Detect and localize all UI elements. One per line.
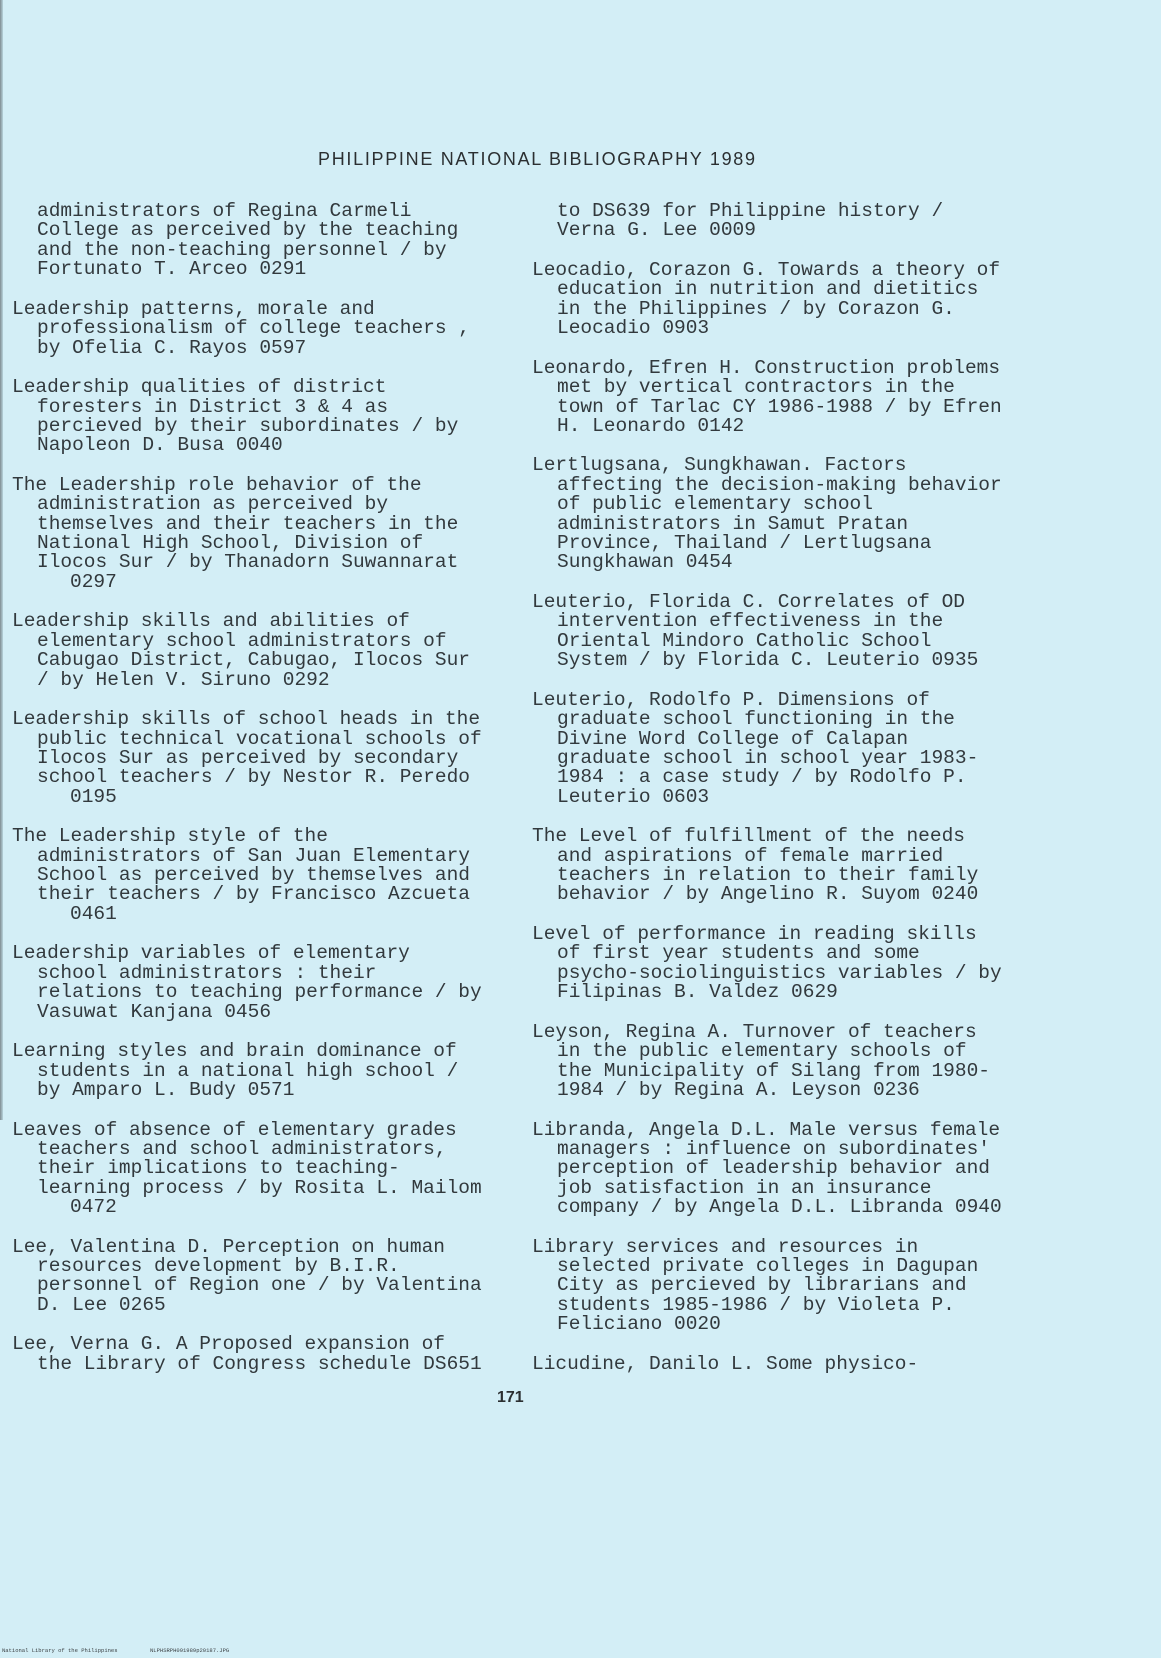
entry-line: students 1985-1986 / by Violeta P. bbox=[557, 1293, 955, 1316]
entry-line: School as perceived by themselves and bbox=[37, 864, 470, 887]
entry-line: Ilocos Sur / by Thanadorn Suwannarat bbox=[37, 551, 459, 574]
entry-line: their teachers / by Francisco Azcueta bbox=[37, 883, 470, 906]
bibliography-entry bbox=[12, 827, 512, 924]
bibliography-entry bbox=[12, 1235, 512, 1316]
entry-heading-line: Leadership skills and abilities of bbox=[12, 610, 410, 633]
bibliography-entry bbox=[12, 1118, 512, 1219]
entry-line: and the non-teaching personnel / by bbox=[37, 238, 447, 261]
entry-line: 0461 bbox=[70, 902, 117, 925]
entry-line: of first year students and some bbox=[557, 942, 920, 965]
bibliography-entry bbox=[12, 473, 512, 593]
entry-line: to DS639 for Philippine history / bbox=[557, 200, 944, 222]
entry-line: Ilocos Sur as perceived by secondary bbox=[37, 746, 459, 769]
entry-line: psycho-sociolinguistics variables / by bbox=[557, 961, 1002, 984]
scan-footer bbox=[0, 1647, 300, 1656]
entry-heading-line: Leaves of absence of elementary grades bbox=[12, 1118, 457, 1141]
entry-heading-line: The Leadership style of the bbox=[12, 825, 328, 848]
footer-filename: NLPHSRPH091989p20187.JPG bbox=[150, 1647, 230, 1654]
entry-line: administrators of Regina Carmeli bbox=[37, 200, 412, 222]
entry-line: Divine Word College of Calapan bbox=[557, 727, 909, 750]
entry-line: the Library of Congress schedule DS651 bbox=[37, 1352, 482, 1375]
entry-line: 1984 / by Regina A. Leyson 0236 bbox=[557, 1078, 920, 1101]
bibliography-entry bbox=[532, 258, 1032, 340]
entry-heading-line: Leadership qualities of district bbox=[12, 376, 387, 399]
bibliography-entry bbox=[532, 925, 1032, 1003]
bibliography-entry bbox=[12, 1335, 512, 1374]
entry-line: H. Leonardo 0142 bbox=[557, 414, 745, 437]
entry-line: the Municipality of Silang from 1980- bbox=[557, 1059, 990, 1082]
entry-line: job satisfaction in an insurance bbox=[557, 1176, 932, 1199]
bibliography-entry bbox=[12, 297, 512, 359]
bibliography-entry bbox=[532, 1235, 1032, 1336]
entry-line: professionalism of college teachers , bbox=[37, 317, 470, 340]
entry-line: in the public elementary schools of bbox=[557, 1040, 967, 1063]
page-number: 171 bbox=[497, 1389, 524, 1406]
entry-line: school administrators : their bbox=[37, 961, 377, 984]
bibliography-entry bbox=[532, 1020, 1032, 1101]
right-column bbox=[532, 202, 1032, 1394]
entry-line: percieved by their subordinates / by bbox=[37, 414, 459, 437]
entry-line: City as percieved by librarians and bbox=[557, 1274, 967, 1297]
entry-line: Sungkhawan 0454 bbox=[557, 551, 733, 574]
bibliography-entry bbox=[12, 612, 512, 690]
entry-heading-line: Leocadio, Corazon G. Towards a theory of bbox=[532, 258, 1001, 281]
bibliography-entry bbox=[532, 1118, 1032, 1219]
entry-line: teachers and school administrators, bbox=[37, 1137, 447, 1160]
entry-line: perception of leadership behavior and bbox=[557, 1157, 990, 1180]
entry-heading-line: Leonardo, Efren H. Construction problems bbox=[532, 356, 1001, 379]
entry-heading-line: Lee, Verna G. A Proposed expansion of bbox=[12, 1333, 445, 1356]
entry-line: managers : influence on subordinates' bbox=[557, 1137, 990, 1160]
entry-heading-line: The Level of fulfillment of the needs bbox=[532, 825, 965, 848]
entry-line: D. Lee 0265 bbox=[37, 1293, 166, 1316]
entry-line: students in a national high school / bbox=[37, 1059, 459, 1082]
entry-line: town of Tarlac CY 1986-1988 / by Efren bbox=[557, 395, 1002, 418]
entry-line: System / by Florida C. Leuterio 0935 bbox=[557, 649, 979, 672]
entry-line: in the Philippines / by Corazon G. bbox=[557, 297, 955, 320]
entry-heading-line: Libranda, Angela D.L. Male versus female bbox=[532, 1118, 1001, 1141]
entry-line: Feliciano 0020 bbox=[557, 1313, 721, 1336]
entry-heading-line: Leuterio, Florida C. Correlates of OD bbox=[532, 591, 965, 613]
bibliography-entry bbox=[12, 944, 512, 1022]
entry-line: selected private colleges in Dagupan bbox=[557, 1255, 979, 1278]
entry-line: Filipinas B. Valdez 0629 bbox=[557, 981, 838, 1004]
entry-line: Napoleon D. Busa 0040 bbox=[37, 434, 283, 457]
entry-line: College as perceived by the teaching bbox=[37, 219, 459, 242]
entry-line: elementary school administrators of bbox=[37, 629, 447, 652]
entry-line: learning process / by Rosita L. Mailom bbox=[37, 1176, 482, 1199]
entry-line: administration as perceived by bbox=[37, 493, 389, 516]
entry-line: by Ofelia C. Rayos 0597 bbox=[37, 336, 307, 359]
entry-heading-line: Licudine, Danilo L. Some physico- bbox=[532, 1352, 919, 1375]
continued-entry bbox=[532, 202, 1032, 241]
entry-line: administrators of San Juan Elementary bbox=[37, 844, 470, 867]
left-column bbox=[12, 202, 512, 1394]
bibliography-entry bbox=[12, 710, 512, 807]
entry-heading-line: Leuterio, Rodolfo P. Dimensions of bbox=[532, 688, 930, 711]
entry-line: behavior / by Angelino R. Suyom 0240 bbox=[557, 883, 979, 906]
running-header: PHILIPPINE NATIONAL BIBLIOGRAPHY 1989 bbox=[318, 149, 757, 169]
entry-line: by Amparo L. Budy 0571 bbox=[37, 1078, 295, 1101]
bibliography-entry bbox=[532, 688, 1032, 808]
entry-line: graduate school functioning in the bbox=[557, 708, 955, 731]
entry-line: National High School, Division of bbox=[37, 532, 424, 555]
entry-line: their implications to teaching- bbox=[37, 1157, 400, 1180]
entry-line: Leocadio 0903 bbox=[557, 317, 710, 340]
entry-line: Cabugao District, Cabugao, Ilocos Sur bbox=[37, 649, 470, 672]
bibliography-entry bbox=[12, 378, 512, 456]
entry-line: administrators in Samut Pratan bbox=[557, 512, 909, 535]
entry-heading-line: Learning styles and brain dominance of bbox=[12, 1040, 457, 1063]
entry-heading-line: Level of performance in reading skills bbox=[532, 923, 977, 946]
entry-line: public technical vocational schools of bbox=[37, 727, 482, 750]
entry-line: personnel of Region one / by Valentina bbox=[37, 1274, 482, 1297]
bibliography-entry bbox=[12, 1042, 512, 1100]
entry-line: school teachers / by Nestor R. Peredo bbox=[37, 766, 470, 789]
entry-line: teachers in relation to their family bbox=[557, 864, 979, 887]
bibliography-entry bbox=[532, 827, 1032, 905]
bibliography-entry bbox=[532, 356, 1032, 437]
bibliography-entry bbox=[532, 456, 1032, 572]
entry-heading-line: Lertlugsana, Sungkhawan. Factors bbox=[532, 454, 907, 477]
entry-line: Verna G. Lee 0009 bbox=[557, 219, 756, 242]
entry-line: 0297 bbox=[70, 570, 117, 593]
entry-line: resources development by B.I.R. bbox=[37, 1255, 400, 1278]
entry-line: 0195 bbox=[70, 785, 117, 808]
entry-heading-line: Lee, Valentina D. Perception on human bbox=[12, 1235, 445, 1258]
entry-line: themselves and their teachers in the bbox=[37, 512, 459, 535]
entry-line: met by vertical contractors in the bbox=[557, 376, 955, 399]
bibliography-entry bbox=[532, 1352, 1032, 1375]
entry-heading-line: Library services and resources in bbox=[532, 1235, 919, 1258]
entry-line: of public elementary school bbox=[557, 493, 873, 516]
continued-entry bbox=[12, 202, 512, 280]
entry-line: Vasuwat Kanjana 0456 bbox=[37, 1000, 272, 1023]
entry-heading-line: Leadership patterns, morale and bbox=[12, 297, 375, 320]
entry-line: company / by Angela D.L. Libranda 0940 bbox=[557, 1196, 1002, 1219]
entry-line: Fortunato T. Arceo 0291 bbox=[37, 258, 307, 281]
scan-edge bbox=[0, 0, 3, 1120]
entry-line: education in nutrition and dietitics bbox=[557, 278, 979, 301]
entry-line: affecting the decision-making behavior bbox=[557, 473, 1002, 496]
entry-heading-line: Leadership variables of elementary bbox=[12, 942, 410, 965]
entry-line: Oriental Mindoro Catholic School bbox=[557, 629, 932, 652]
entry-heading-line: The Leadership role behavior of the bbox=[12, 473, 422, 496]
entry-heading-line: Leadership skills of school heads in the bbox=[12, 708, 481, 731]
entry-heading-line: Leyson, Regina A. Turnover of teachers bbox=[532, 1020, 977, 1043]
entry-line: Province, Thailand / Lertlugsana bbox=[557, 532, 932, 555]
entry-line: foresters in District 3 & 4 as bbox=[37, 395, 389, 418]
entry-line: / by Helen V. Siruno 0292 bbox=[37, 668, 330, 691]
footer-source: National Library of the Philippines bbox=[2, 1647, 118, 1654]
entry-line: 0472 bbox=[70, 1196, 117, 1219]
entry-line: relations to teaching performance / by bbox=[37, 981, 482, 1004]
entry-line: intervention effectiveness in the bbox=[557, 610, 944, 633]
bibliography-entry bbox=[532, 593, 1032, 671]
entry-line: graduate school in school year 1983- bbox=[557, 746, 979, 769]
entry-line: and aspirations of female married bbox=[557, 844, 944, 867]
entry-line: Leuterio 0603 bbox=[557, 785, 710, 808]
entry-line: 1984 : a case study / by Rodolfo P. bbox=[557, 766, 967, 789]
